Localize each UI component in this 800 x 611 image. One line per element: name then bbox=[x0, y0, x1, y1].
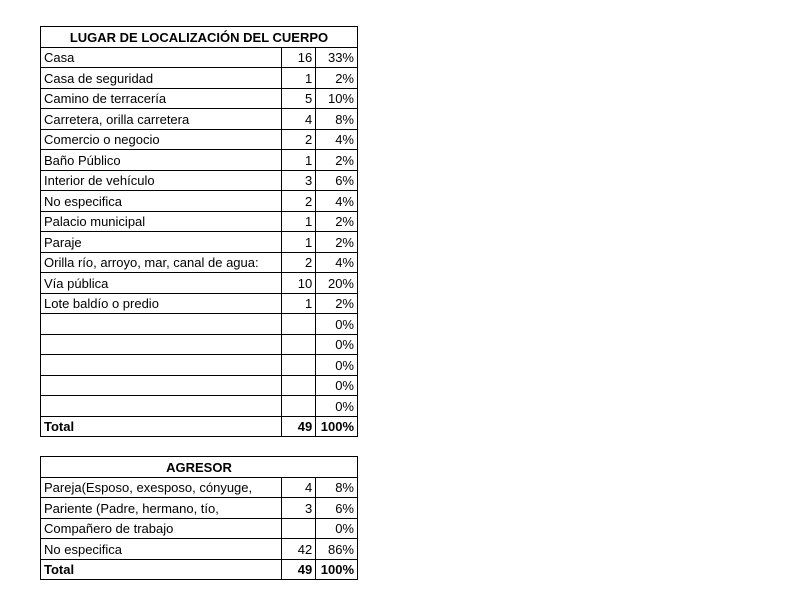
row-count: 2 bbox=[281, 252, 315, 273]
row-label: Baño Público bbox=[41, 150, 282, 171]
row-label: Pariente (Padre, hermano, tío, bbox=[41, 498, 282, 519]
table-title: LUGAR DE LOCALIZACIÓN DEL CUERPO bbox=[41, 27, 358, 48]
row-percent: 0% bbox=[316, 518, 358, 539]
table-row bbox=[41, 314, 358, 335]
row-percent: 4% bbox=[316, 191, 358, 212]
table-row bbox=[41, 334, 358, 355]
table-row bbox=[41, 191, 358, 212]
total-label: Total bbox=[41, 559, 282, 580]
row-percent: 10% bbox=[316, 88, 358, 109]
table-row bbox=[41, 273, 358, 294]
table-row bbox=[41, 396, 358, 417]
table-row bbox=[41, 539, 358, 560]
row-label: Compañero de trabajo bbox=[41, 518, 282, 539]
row-percent: 33% bbox=[316, 47, 358, 68]
row-label: Pareja(Esposo, exesposo, cónyuge, bbox=[41, 477, 282, 498]
table-header-row bbox=[41, 27, 358, 48]
table-row bbox=[41, 518, 358, 539]
row-count: 1 bbox=[281, 68, 315, 89]
total-percent: 100% bbox=[316, 559, 358, 580]
row-label: No especifica bbox=[41, 539, 282, 560]
row-count: 4 bbox=[281, 109, 315, 130]
row-count bbox=[281, 375, 315, 396]
row-count bbox=[281, 314, 315, 335]
table-row bbox=[41, 211, 358, 232]
row-percent: 2% bbox=[316, 150, 358, 171]
total-label: Total bbox=[41, 416, 282, 437]
table-row bbox=[41, 109, 358, 130]
row-label: Comercio o negocio bbox=[41, 129, 282, 150]
row-percent: 0% bbox=[316, 375, 358, 396]
row-count bbox=[281, 396, 315, 417]
row-label: No especifica bbox=[41, 191, 282, 212]
row-count: 1 bbox=[281, 150, 315, 171]
row-count: 2 bbox=[281, 191, 315, 212]
location-table bbox=[40, 26, 358, 437]
table-header-row bbox=[41, 457, 358, 478]
row-count: 4 bbox=[281, 477, 315, 498]
row-percent: 2% bbox=[316, 68, 358, 89]
row-count: 3 bbox=[281, 498, 315, 519]
row-count: 2 bbox=[281, 129, 315, 150]
row-percent: 20% bbox=[316, 273, 358, 294]
table-row bbox=[41, 477, 358, 498]
table-row bbox=[41, 375, 358, 396]
table-row bbox=[41, 293, 358, 314]
table-title: AGRESOR bbox=[41, 457, 358, 478]
row-percent: 4% bbox=[316, 129, 358, 150]
row-label: Casa de seguridad bbox=[41, 68, 282, 89]
row-label: Interior de vehículo bbox=[41, 170, 282, 191]
aggressor-table bbox=[40, 456, 358, 580]
row-percent: 6% bbox=[316, 170, 358, 191]
table-row bbox=[41, 129, 358, 150]
row-count: 16 bbox=[281, 47, 315, 68]
table-row bbox=[41, 68, 358, 89]
row-label bbox=[41, 334, 282, 355]
row-label bbox=[41, 355, 282, 376]
row-count: 1 bbox=[281, 211, 315, 232]
total-row bbox=[41, 416, 358, 437]
row-percent: 8% bbox=[316, 477, 358, 498]
row-count bbox=[281, 334, 315, 355]
row-count bbox=[281, 355, 315, 376]
row-percent: 8% bbox=[316, 109, 358, 130]
row-percent: 2% bbox=[316, 232, 358, 253]
row-percent: 4% bbox=[316, 252, 358, 273]
table-row bbox=[41, 355, 358, 376]
row-percent: 6% bbox=[316, 498, 358, 519]
row-percent: 2% bbox=[316, 293, 358, 314]
row-count: 1 bbox=[281, 232, 315, 253]
row-percent: 2% bbox=[316, 211, 358, 232]
row-label bbox=[41, 314, 282, 335]
row-label bbox=[41, 375, 282, 396]
row-count bbox=[281, 518, 315, 539]
row-count: 42 bbox=[281, 539, 315, 560]
row-count: 5 bbox=[281, 88, 315, 109]
row-percent: 86% bbox=[316, 539, 358, 560]
table-row bbox=[41, 88, 358, 109]
row-label bbox=[41, 396, 282, 417]
row-count: 3 bbox=[281, 170, 315, 191]
total-percent: 100% bbox=[316, 416, 358, 437]
row-label: Camino de terracería bbox=[41, 88, 282, 109]
row-label: Lote baldío o predio bbox=[41, 293, 282, 314]
total-count: 49 bbox=[281, 559, 315, 580]
total-count: 49 bbox=[281, 416, 315, 437]
row-count: 10 bbox=[281, 273, 315, 294]
row-label: Casa bbox=[41, 47, 282, 68]
table-row bbox=[41, 170, 358, 191]
table-row bbox=[41, 232, 358, 253]
total-row bbox=[41, 559, 358, 580]
row-label: Vía pública bbox=[41, 273, 282, 294]
row-percent: 0% bbox=[316, 396, 358, 417]
row-label: Palacio municipal bbox=[41, 211, 282, 232]
row-percent: 0% bbox=[316, 314, 358, 335]
table-row bbox=[41, 498, 358, 519]
row-label: Orilla río, arroyo, mar, canal de agua: bbox=[41, 252, 282, 273]
table-row bbox=[41, 47, 358, 68]
row-percent: 0% bbox=[316, 334, 358, 355]
row-count: 1 bbox=[281, 293, 315, 314]
row-label: Carretera, orilla carretera bbox=[41, 109, 282, 130]
row-label: Paraje bbox=[41, 232, 282, 253]
table-row bbox=[41, 252, 358, 273]
row-percent: 0% bbox=[316, 355, 358, 376]
table-row bbox=[41, 150, 358, 171]
